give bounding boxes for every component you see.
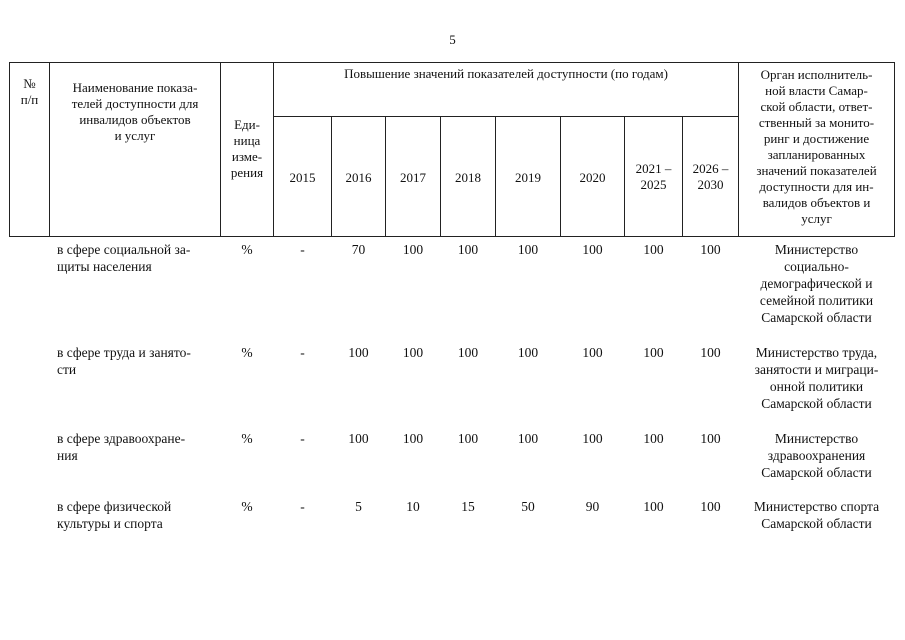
row-value-2017: 100	[402, 431, 424, 446]
page-number: 5	[449, 32, 456, 47]
row-value-2021-2025: 100	[643, 431, 664, 446]
header-year-2016: 2016	[345, 170, 372, 185]
row-value-2020: 90	[585, 499, 600, 514]
header-unit: Еди- ница изме- рения	[230, 117, 264, 180]
row-value-2019: 50	[521, 499, 535, 514]
row-indicator-name: в сфере здравоохране- ния	[57, 431, 186, 463]
row-value-2026-2030: 100	[700, 242, 721, 257]
row-indicator-name: в сфере физической культуры и спорта	[57, 499, 172, 531]
header-year-2019: 2019	[515, 170, 541, 185]
header-year-2026-2030: 2026 – 2030	[692, 161, 729, 192]
row-value-2017: 100	[402, 242, 424, 257]
row-value-2015: -	[300, 345, 305, 360]
row-value-2016: 5	[355, 499, 362, 514]
row-organ: Министерство здравоохранения Самарской области	[761, 431, 872, 480]
row-unit: %	[241, 431, 253, 446]
row-value-2016: 70	[351, 242, 366, 257]
row-value-2021-2025: 100	[643, 242, 664, 257]
row-indicator-name: в сфере труда и занято- сти	[57, 345, 191, 377]
header-year-2018: 2018	[455, 170, 481, 185]
row-value-2015: -	[300, 431, 305, 446]
row-organ: Министерство спорта Самарской области	[753, 499, 880, 531]
header-increase: Повышение значений показателей доступности (по годам)	[344, 66, 668, 81]
row-value-2017: 10	[406, 499, 420, 514]
row-value-2018: 15	[461, 499, 475, 514]
row-value-2020: 100	[582, 345, 603, 360]
row-organ: Министерство социально- демографической и семейной политики Самарской области	[759, 242, 874, 325]
row-unit: %	[241, 345, 253, 360]
header-year-2015: 2015	[289, 170, 316, 185]
header-indicator-name: Наименование показа- телей доступности для инвалидов объектов и услуг	[71, 80, 199, 143]
header-organ: Орган исполнитель- ной власти Самар- ской области, ответ- ственный за монито- ринг и достижение запланированных значений показателей доступности для ин- валидов объектов и услуг	[756, 67, 877, 226]
row-value-2026-2030: 100	[700, 431, 721, 446]
row-value-2026-2030: 100	[700, 499, 721, 514]
row-value-2021-2025: 100	[643, 345, 664, 360]
row-value-2015: -	[300, 242, 305, 257]
row-value-2019: 100	[517, 345, 539, 360]
row-unit: %	[241, 499, 253, 514]
row-value-2019: 100	[517, 242, 539, 257]
row-value-2016: 100	[348, 345, 369, 360]
header-num: № п/п	[20, 76, 39, 107]
row-value-2026-2030: 100	[700, 345, 721, 360]
row-value-2019: 100	[517, 431, 539, 446]
header-year-2017: 2017	[400, 170, 426, 185]
row-value-2018: 100	[457, 345, 479, 360]
header-year-2020: 2020	[579, 170, 606, 185]
row-indicator-name: в сфере социальной за- щиты населения	[57, 242, 191, 274]
row-value-2020: 100	[582, 431, 603, 446]
header-year-2021-2025: 2021 – 2025	[635, 161, 672, 192]
row-organ: Министерство труда, занятости и миграци- онной политики Самарской области	[754, 345, 879, 411]
row-value-2021-2025: 100	[643, 499, 664, 514]
row-unit: %	[241, 242, 253, 257]
row-value-2020: 100	[582, 242, 603, 257]
row-value-2018: 100	[457, 242, 479, 257]
row-value-2016: 100	[348, 431, 369, 446]
row-value-2018: 100	[457, 431, 479, 446]
row-value-2017: 100	[402, 345, 424, 360]
row-value-2015: -	[300, 499, 305, 514]
